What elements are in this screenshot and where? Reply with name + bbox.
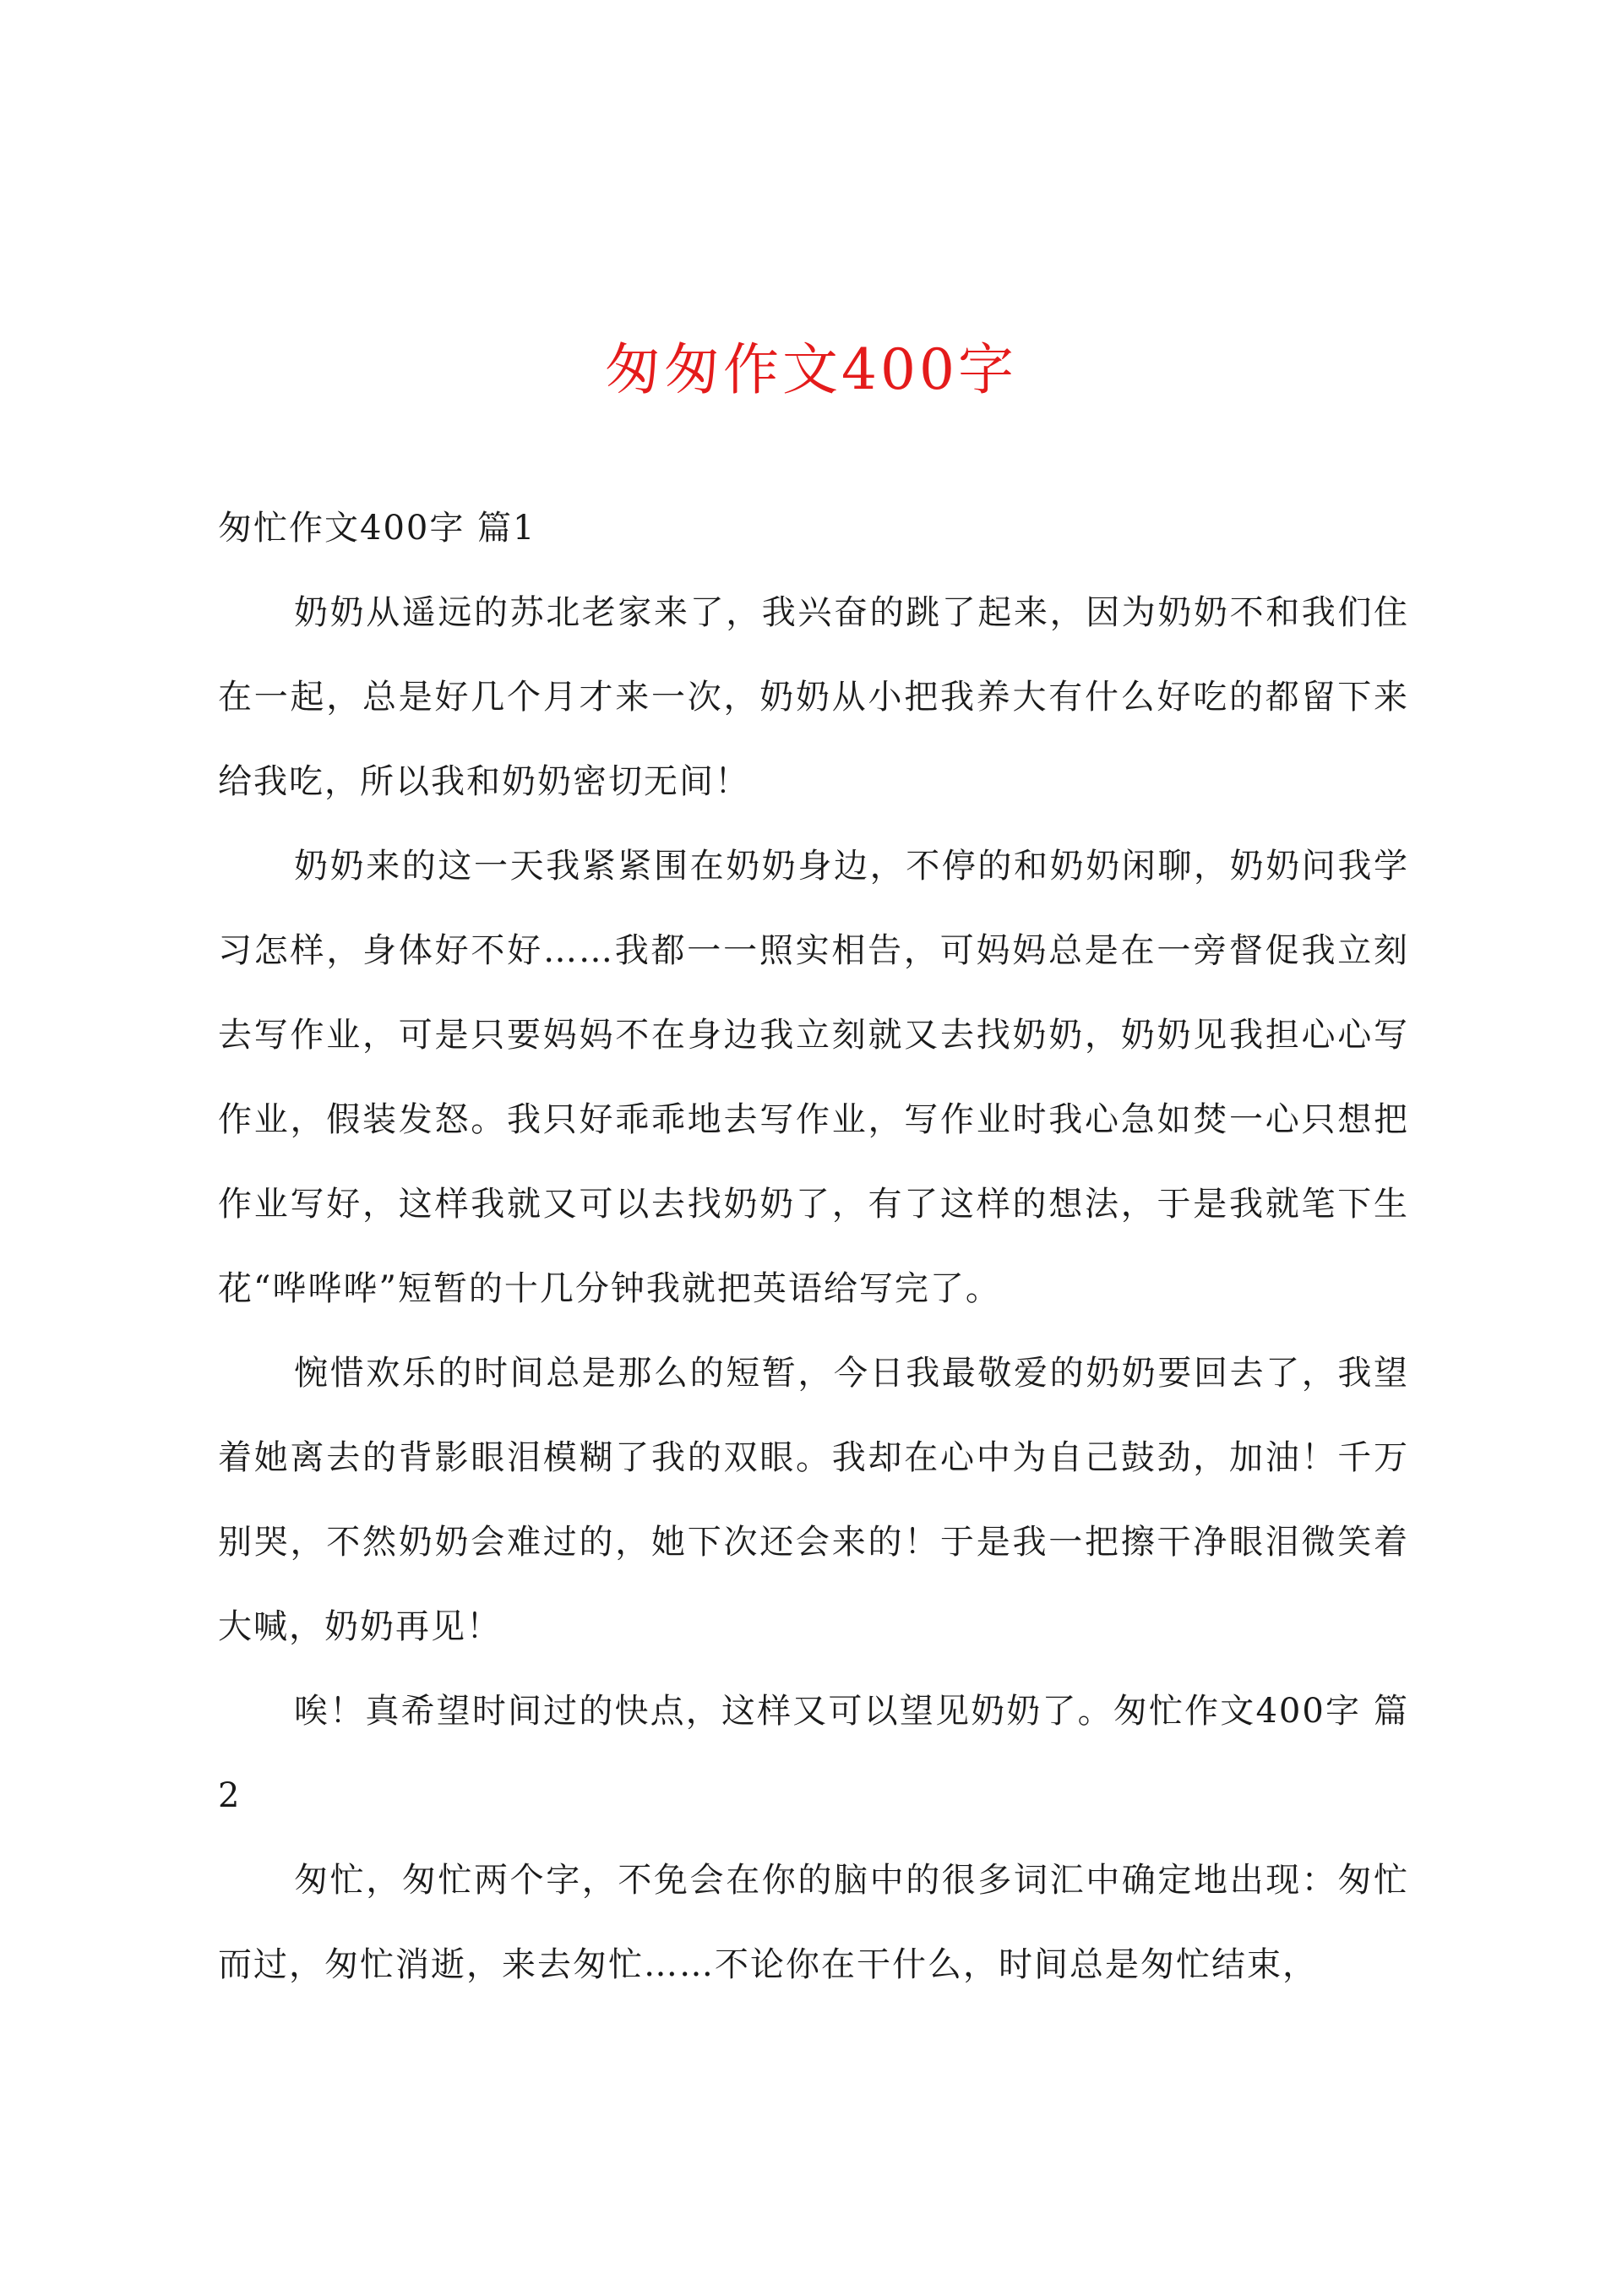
document-body xyxy=(218,486,1409,2007)
paragraph: 唉！真希望时间过的快点，这样又可以望见奶奶了。匆忙作文400字 篇2 xyxy=(218,1692,1409,1815)
paragraph: 奶奶来的这一天我紧紧围在奶奶身边，不停的和奶奶闲聊，奶奶问我学习怎样，身体好不好……我都一一照实相告，可妈妈总是在一旁督促我立刻去写作业，可是只要妈妈不在身边我立刻就又去找奶奶，奶奶见我担心心写作业，假装发怒。我只好乖乖地去写作业，写作业时我心急如焚一心只想把作业写好，这样我就又可以去找奶奶了，有了这样的想法，于是我就笔下生花“哗哗哗”短暂的十几分钟我就把英语给写完了。 xyxy=(218,847,1409,1308)
section-heading: 匆忙作文400字 篇1 xyxy=(218,509,536,548)
document-title: 匆匆作文400字 xyxy=(605,337,1017,402)
paragraph: 奶奶从遥远的苏北老家来了，我兴奋的跳了起来，因为奶奶不和我们住在一起，总是好几个月才来一次，奶奶从小把我养大有什么好吃的都留下来给我吃，所以我和奶奶密切无间！ xyxy=(218,593,1409,801)
paragraph: 惋惜欢乐的时间总是那么的短暂，今日我最敬爱的奶奶要回去了，我望着她离去的背影眼泪模糊了我的双眼。我却在心中为自己鼓劲，加油！千万别哭，不然奶奶会难过的，她下次还会来的！于是我一把擦干净眼泪微笑着大喊，奶奶再见！ xyxy=(218,1354,1409,1646)
paragraph: 匆忙，匆忙两个字，不免会在你的脑中的很多词汇中确定地出现：匆忙而过，匆忙消逝，来去匆忙……不论你在干什么，时间总是匆忙结束， xyxy=(218,1861,1409,1984)
